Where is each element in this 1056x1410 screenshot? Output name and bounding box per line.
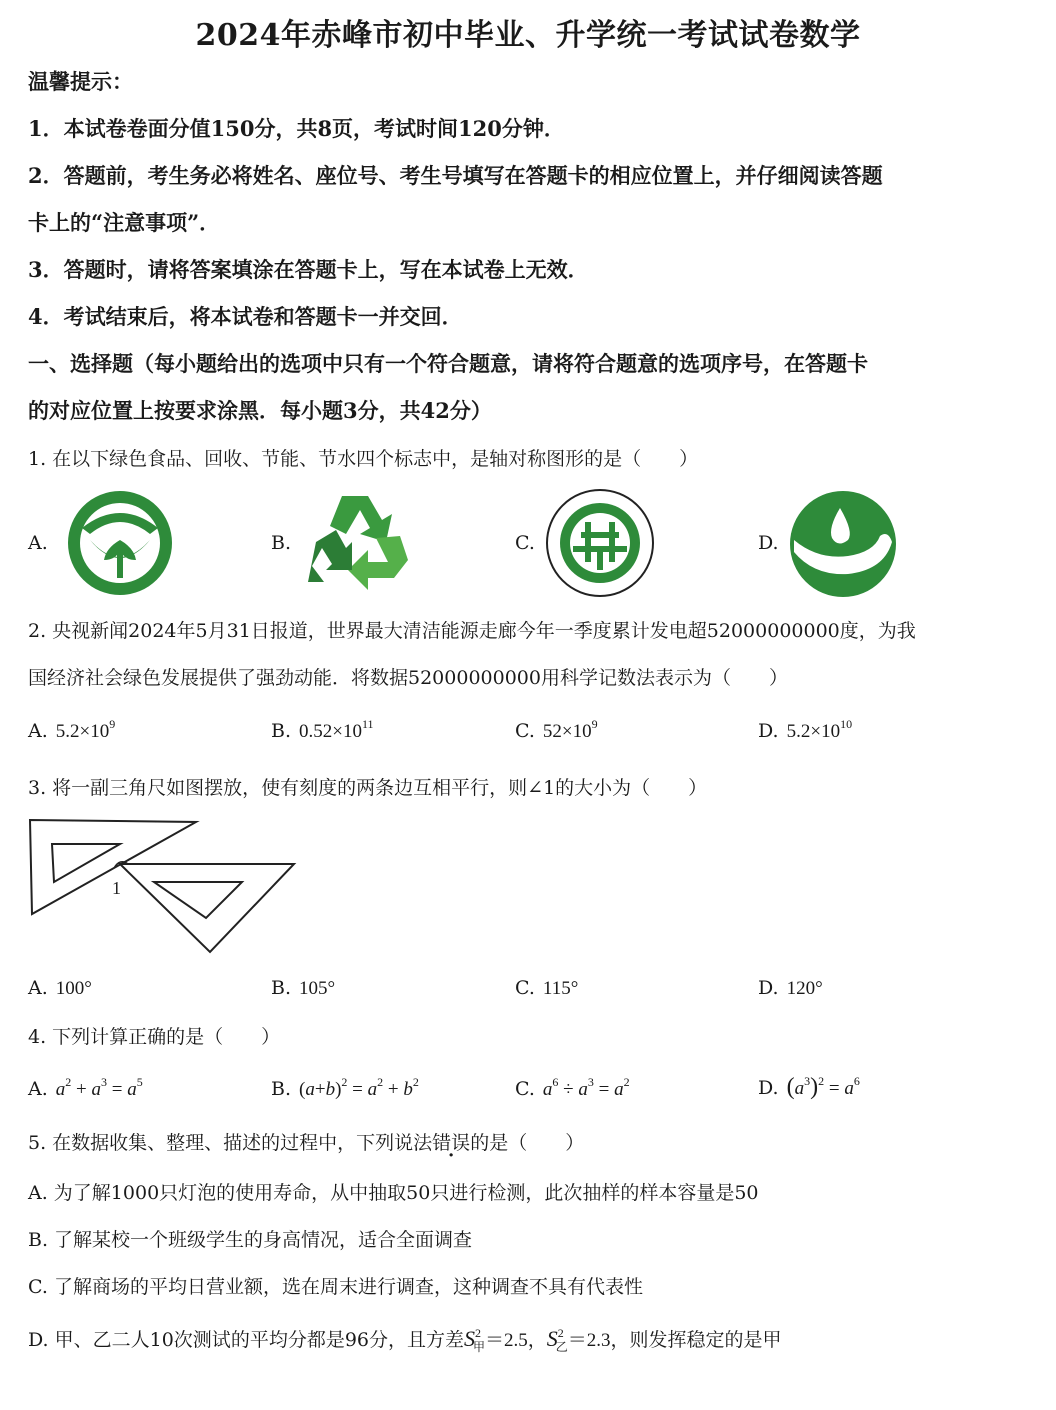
option-value: 105° [299,978,336,999]
option-value: 5.2×10 [786,721,841,742]
recycle-logo-icon [302,486,414,600]
q1-option-d-label: D. [758,532,779,554]
q4-option-d: D. $(a^3)^2 = a^6$ [758,1074,860,1100]
question-5-stem [28,1128,584,1155]
option-value: 0.52×10 [299,721,362,742]
green-food-logo-icon [64,488,176,602]
notice-heading: 温馨提示： [28,69,133,94]
q2-option-b [271,717,374,743]
q5-option-d: D. 甲、乙二人10次测试的平均分都是96分，且方差$S^2_甲=2.5$，$S^2_乙=2.3$，则发挥稳定的是甲 [28,1326,782,1354]
question-3-stem: 3. 将一副三角尺如图摆放，使有刻度的两条边互相平行，则∠1的大小为（ ） [28,777,708,799]
option-value: 120° [786,978,823,999]
question-2-stem: 2. 央视新闻2024年5月31日报道，世界最大清洁能源走廊今年一季度累计发电超52000000000度，为我 [28,620,916,642]
option-value: 100° [55,978,92,999]
q1-option-b-label: B. [271,532,292,554]
stem-text: 的是（ ） [470,1132,585,1154]
option-text: D. 甲、乙二人10次测试的平均分都是96分，且方差 [28,1329,464,1351]
question-4-stem: 4. 下列计算正确的是（ ） [28,1026,281,1048]
variance-subscript: 乙 [555,1340,568,1354]
option-label: B. [271,1078,292,1100]
variance-value: ＝2.3，则发挥稳定的是甲 [567,1330,782,1351]
q4-option-b: B. $(a+b)^2 = a^2 + b^2$ [271,1075,419,1100]
option-exponent: 9 [591,717,598,731]
option-label: A. [28,1078,48,1100]
q2-option-c [515,717,598,743]
notice-item: 2．答题前，考生务必将姓名、座位号、考生号填写在答题卡的相应位置上，并仔细阅读答题 [28,163,883,188]
triangle-rulers-figure [28,818,300,960]
option-exponent: 9 [109,717,116,731]
q1-option-c-label: C. [515,532,535,554]
emphasized-word: 错误 [432,1132,471,1154]
q1-option-a-label: A. [28,532,48,554]
notice-item: 卡上的“注意事项”． [28,210,221,235]
option-label: C. [515,1078,535,1100]
option-label: D. [758,1077,779,1099]
option-label: C. [515,720,535,742]
option-value: 5.2×10 [55,721,110,742]
option-label: A. [28,977,48,999]
option-label: B. [271,977,292,999]
section-heading-cont: 的对应位置上按要求涂黑．每小题3分，共42分） [28,398,492,423]
question-2-stem-cont: 国经济社会绿色发展提供了强劲动能．将数据52000000000用科学记数法表示为（ ） [28,667,788,689]
q5-option-a: A. 为了解1000只灯泡的使用寿命，从中抽取50只进行检测，此次抽样的样本容量是50 [28,1182,759,1204]
option-exponent: 10 [840,717,853,731]
variance-value: ＝2.5， [485,1330,547,1351]
stem-text: 5. 在数据收集、整理、描述的过程中，下列说法 [28,1132,433,1154]
angle-label: 1 [112,878,121,898]
option-label: C. [515,977,535,999]
q2-option-d [758,717,853,743]
exam-title: 2024年赤峰市初中毕业、升学统一考试试卷数学 [195,18,861,53]
option-label: D. [758,977,779,999]
q3-option-a [28,977,92,1000]
water-saving-logo-icon [788,490,898,602]
q3-option-d [758,977,823,1000]
section-heading: 一、选择题（每小题给出的选项中只有一个符合题意，请将符合题意的选项序号，在答题卡 [28,351,868,376]
notice-item: 4．考试结束后，将本试卷和答题卡一并交回． [28,304,463,329]
option-label: D. [758,720,779,742]
q4-option-c: C. $a^6 \div a^3 = a^2$ [515,1075,630,1100]
q2-option-a [28,717,116,743]
q5-option-c: C. 了解商场的平均日营业额，选在周末进行调查，这种调查不具有代表性 [28,1276,643,1298]
option-label: A. [28,720,48,742]
q4-option-a: A. $a^2 + a^3 = a^5$ [28,1075,143,1100]
notice-item: 1．本试卷卷面分值150分，共8页，考试时间120分钟． [28,116,565,141]
variance-subscript: 甲 [473,1340,486,1354]
notice-item: 3．答题时，请将答案填涂在答题卡上，写在本试卷上无效． [28,257,589,282]
option-value: 115° [542,978,579,999]
energy-saving-logo-icon [543,488,657,602]
option-exponent: 11 [361,717,374,731]
option-value: 52×10 [542,721,592,742]
q3-option-b [271,977,335,1000]
option-label: B. [271,720,292,742]
q3-option-c [515,977,578,1000]
q5-option-b: B. 了解某校一个班级学生的身高情况，适合全面调查 [28,1229,473,1251]
question-1-stem: 1. 在以下绿色食品、回收、节能、节水四个标志中，是轴对称图形的是（ ） [28,448,699,470]
